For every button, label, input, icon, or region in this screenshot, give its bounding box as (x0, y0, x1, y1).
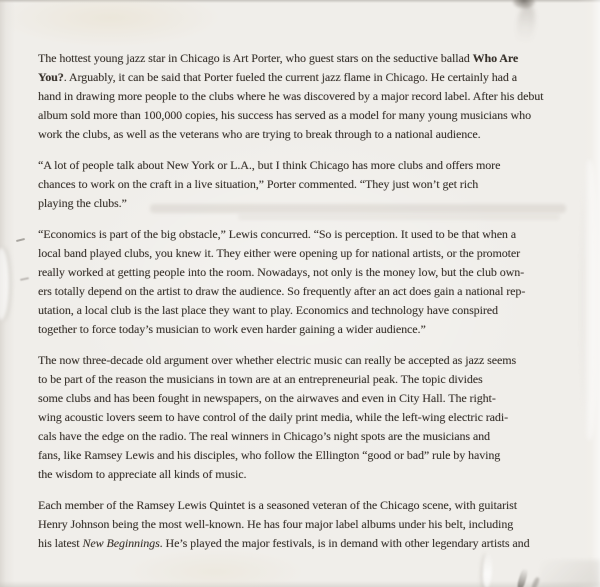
paragraph (38, 49, 584, 144)
text-segment: Henry Johnson being the most well-known. He has four major label albums under his belt, including (38, 517, 514, 531)
text-segment: ers totally depend on the artist to draw the audience. So frequently after an act does gain a national rep- (38, 284, 526, 298)
text-segment: work the clubs, as well as the veterans who are trying to break through to a national audience. (38, 127, 481, 141)
text-line (38, 87, 584, 106)
text-line (38, 496, 584, 515)
text-line (38, 244, 584, 263)
text-line (38, 175, 584, 194)
paper-crease-bottom-right (516, 567, 529, 587)
text-line (38, 194, 584, 213)
paper-crease-bottom-right-2 (531, 577, 541, 587)
text-segment: wing acoustic lovers seem to have control of the daily print media, while the left-wing electric radi- (38, 410, 509, 424)
text-segment: . He’s played the major festivals, is in demand with other legendary artists and (159, 536, 530, 550)
paragraph (38, 156, 584, 213)
text-line (38, 125, 584, 144)
text-line (38, 156, 584, 175)
text-line (38, 320, 584, 339)
paper-crease-top-right-dark-spot (512, 0, 536, 9)
text-segment: You? (38, 70, 64, 84)
text-line (38, 301, 584, 320)
text-segment: chances to work on the craft in a live situation,” Porter commented. “They just won’t get rich (38, 177, 479, 191)
paragraph (38, 496, 584, 553)
text-line (38, 49, 584, 68)
text-segment: his latest (38, 536, 83, 550)
text-segment: The now three-decade old argument over whether electric music can really be accepted as jazz seems (38, 353, 517, 367)
text-line (38, 106, 584, 125)
text-segment: playing the clubs.” (38, 196, 127, 210)
paragraph (38, 351, 584, 484)
paragraph (38, 225, 584, 339)
text-line (38, 465, 584, 484)
text-segment: fans, like Ramsey Lewis and his disciples, who follow the Ellington “good or bad” rule by having (38, 448, 501, 462)
text-line (38, 389, 584, 408)
text-segment: utation, a local club is the last place they want to play. Economics and technology have conspired (38, 303, 498, 317)
stray-mark-left-1 (16, 238, 25, 242)
text-line (38, 408, 584, 427)
text-line (38, 370, 584, 389)
text-segment: album sold more than 100,000 copies, his success has served as a model for many young musicians who (38, 108, 531, 122)
text-line (38, 263, 584, 282)
text-segment: to be part of the reason the musicians in town are at an entrepreneurial peak. The topic divides (38, 372, 483, 386)
text-segment: cals have the edge on the radio. The real winners in Chicago’s night spots are the musicians and (38, 429, 490, 443)
text-line (38, 427, 584, 446)
article-text (38, 49, 584, 553)
text-segment: some clubs and has been fought in newspapers, on the airwaves and even in City Hall. The right- (38, 391, 496, 405)
text-line (38, 351, 584, 370)
text-line (38, 225, 584, 244)
paper-dent-left-edge (0, 248, 9, 320)
text-segment: together to force today’s musician to work even harder gaining a wider audience.” (38, 322, 426, 336)
text-segment: Who Are (472, 51, 519, 65)
text-line (38, 446, 584, 465)
paper-crease-top-right (515, 3, 538, 45)
text-line (38, 282, 584, 301)
text-segment: local band played clubs, you knew it. They either were opening up for national artists, or the promoter (38, 246, 521, 260)
corner-shading-bottom-right (540, 560, 600, 587)
text-segment: “Economics is part of the big obstacle,” Lewis concurred. “So is perception. It used to be that when a (38, 227, 517, 241)
text-segment: really worked at getting people into the room. Nowadays, not only is the money low, but the club own- (38, 265, 525, 279)
text-segment: The hottest young jazz star in Chicago is Art Porter, who guest stars on the seductive ballad (38, 51, 473, 65)
text-line (38, 515, 584, 534)
text-segment: hand in drawing more people to the clubs where he was discovered by a major record label. After his debut (38, 89, 544, 103)
text-segment: the wisdom to appreciate all kinds of music. (38, 467, 247, 481)
text-segment: . Arguably, it can be said that Porter fueled the current jazz flame in Chicago. He certainly had a (63, 70, 517, 84)
paper-wrinkle-bottom-right (482, 552, 493, 587)
text-segment: New Beginnings (82, 536, 160, 550)
stray-mark-left-2 (20, 277, 29, 281)
text-line (38, 534, 584, 553)
text-segment: “A lot of people talk about New York or L.A., but I think Chicago has more clubs and offers more (38, 158, 501, 172)
text-line (38, 68, 584, 87)
text-segment: Each member of the Ramsey Lewis Quintet is a seasoned veteran of the Chicago scene, with guitarist (38, 498, 518, 512)
